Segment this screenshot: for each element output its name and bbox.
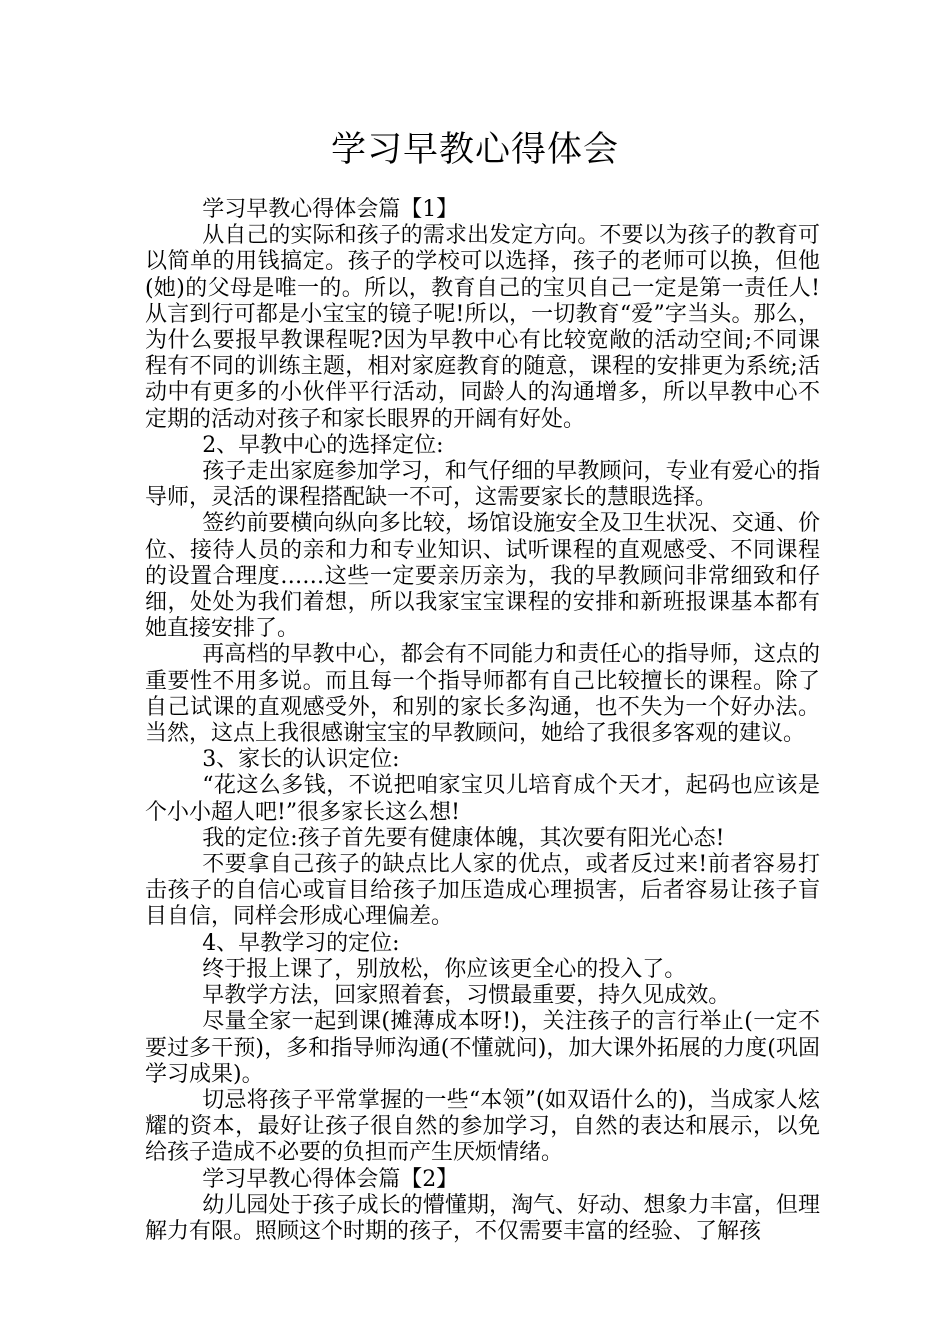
body-paragraph: 早教学方法，回家照着套，习惯最重要，持久见成效。 [202,983,731,1009]
body-paragraph: 尽量全家一起到课(摊薄成本呀!)，关注孩子的言行举止(一定不要过多干预)，多和指导师沟通(不懂就问)，加大课外拓展的力度(巩固学习成果)。 [145,1009,820,1087]
body-paragraph: 不要拿自己孩子的缺点比人家的优点，或者反过来!前者容易打击孩子的自信心或盲目给孩子加压造成心理损害，后者容易让孩子盲目自信，同样会形成心理偏差。 [145,852,820,930]
document-body [145,197,820,1245]
subsection-heading: 2、早教中心的选择定位: [202,432,444,458]
subsection-heading: 3、家长的认识定位: [202,747,400,773]
section-heading: 学习早教心得体会篇【2】 [202,1166,459,1192]
section-heading: 学习早教心得体会篇【1】 [202,197,459,222]
subsection-heading: 4、早教学习的定位: [202,930,400,956]
body-paragraph: 终于报上课了，别放松，你应该更全心的投入了。 [202,956,687,982]
document-title: 学习早教心得体会 [330,130,619,170]
body-paragraph: 再高档的早教中心，都会有不同能力和责任心的指导师，这点的重要性不用多说。而且每一个指导师都有自己比较擅长的课程。除了自己试课的直观感受外，和别的家长多沟通，也不失为一个好办法。当然，这点上我很感谢宝宝的早教顾问，她给了我很多客观的建议。 [145,642,820,747]
body-paragraph: 从自己的实际和孩子的需求出发定方向。不要以为孩子的教育可以简单的用钱搞定。孩子的学校可以选择，孩子的老师可以换，但他(她)的父母是唯一的。所以，教育自己的宝贝自己一定是第一责任人!从言到行可都是小宝宝的镜子呢!所以，一切教育“爱”字当头。那么，为什么要报早教课程呢?因为早教中心有比较宽敞的活动空间;不同课程有不同的训练主题，相对家庭教育的随意，课程的安排更为系统;活动中有更多的小伙伴平行活动，同龄人的沟通增多，所以早教中心不定期的活动对孩子和家长眼界的开阔有好处。 [145,223,820,432]
body-paragraph: 幼儿园处于孩子成长的懵懂期，淘气、好动、想象力丰富，但理解力有限。照顾这个时期的孩子，不仅需要丰富的经验、了解孩 [145,1192,820,1244]
body-paragraph: 切忌将孩子平常掌握的一些“本领”(如双语什么的)，当成家人炫耀的资本，最好让孩子很自然的参加学习，自然的表达和展示，以免给孩子造成不必要的负担而产生厌烦情绪。 [145,1087,820,1166]
body-paragraph: “花这么多钱，不说把咱家宝贝儿培育成个天才，起码也应该是个小小超人吧!”很多家长这么想! [145,773,820,825]
body-paragraph: 孩子走出家庭参加学习，和气仔细的早教顾问，专业有爱心的指导师，灵活的课程搭配缺一不可，这需要家长的慧眼选择。 [145,459,820,511]
body-paragraph: 我的定位:孩子首先要有健康体魄，其次要有阳光心态! [202,825,725,851]
body-paragraph: 签约前要横向纵向多比较，场馆设施安全及卫生状况、交通、价位、接待人员的亲和力和专业知识、试听课程的直观感受、不同课程的设置合理度……这些一定要亲历亲为，我的早教顾问非常细致和仔细，处处为我们着想，所以我家宝宝课程的安排和新班报课基本都有她直接安排了。 [145,511,820,642]
